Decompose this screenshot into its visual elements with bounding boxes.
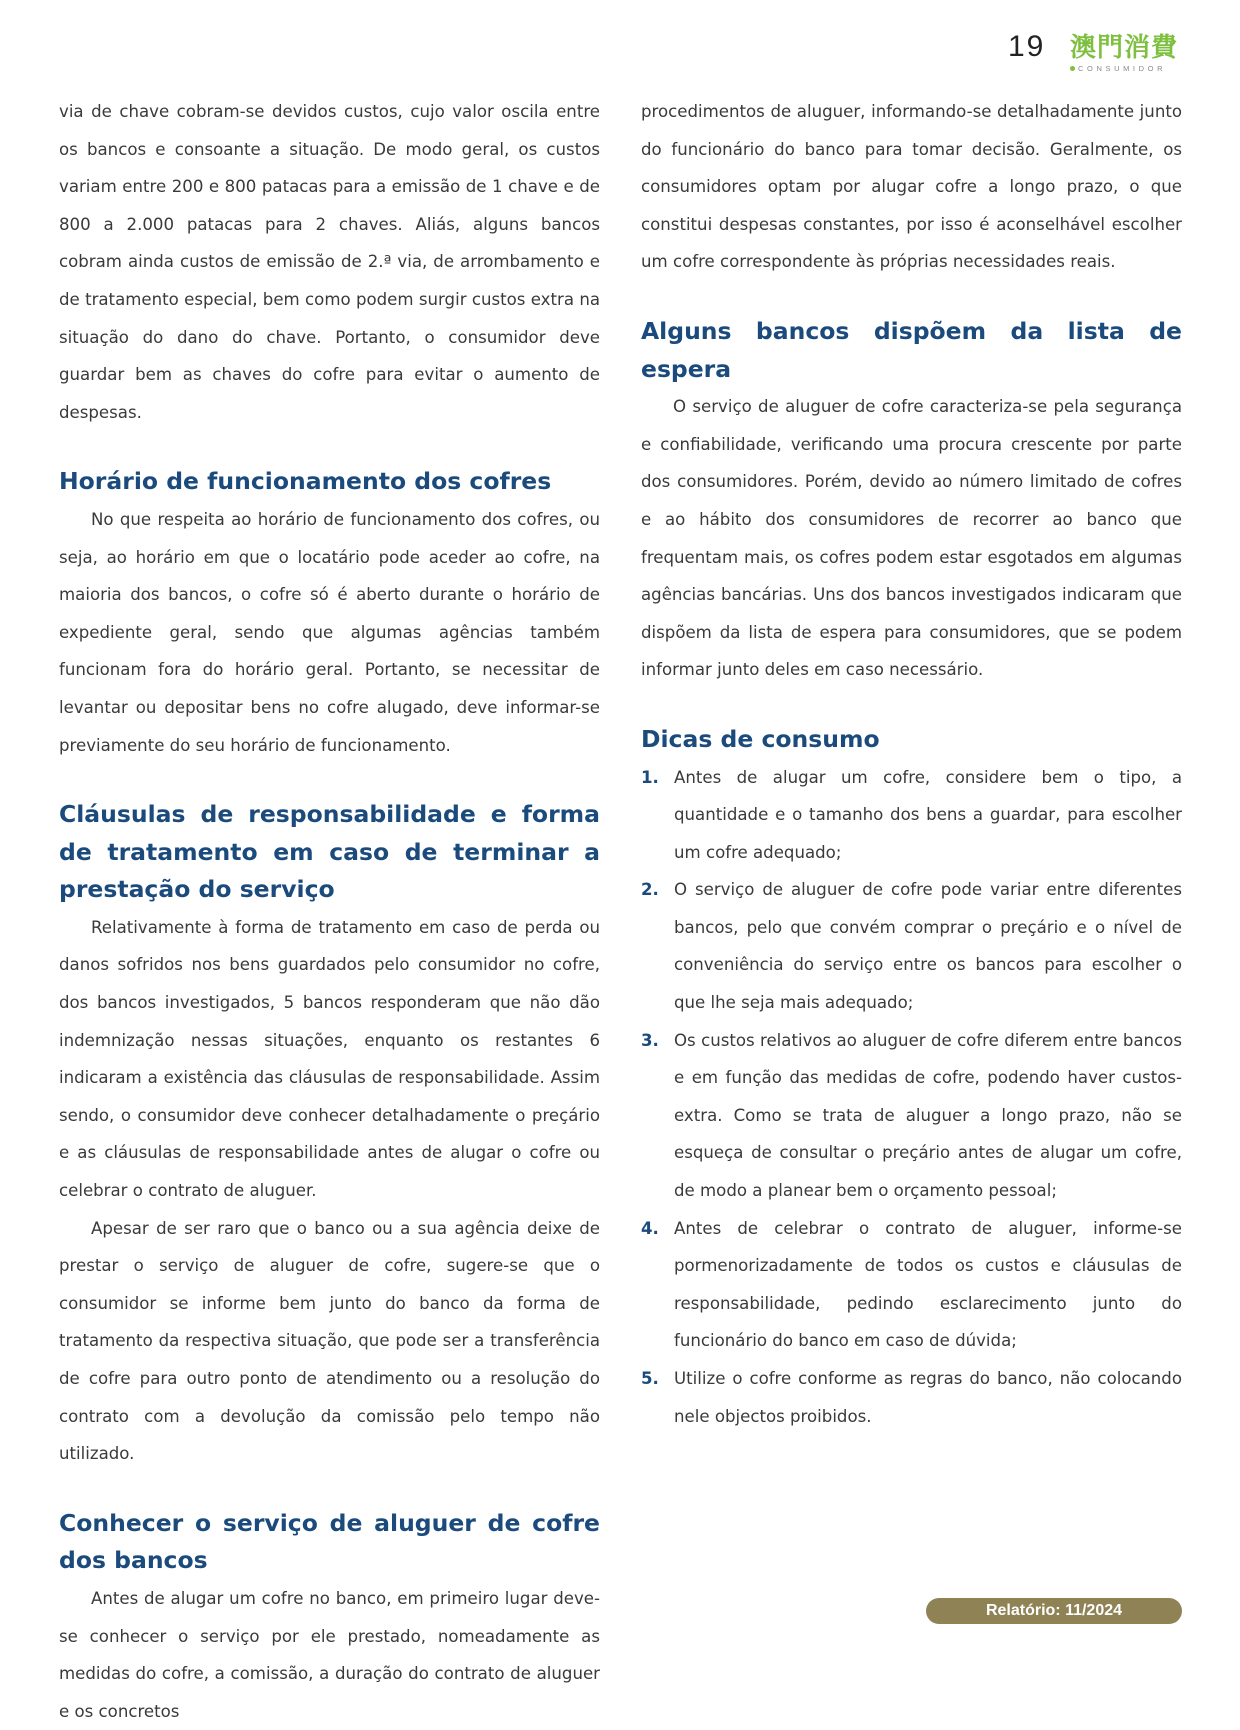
section-gap — [59, 764, 600, 796]
tip-text: Antes de alugar um cofre, considere bem o tipo, a quantidade e o tamanho dos bens a guardar, para escolher um cofre adequado; — [674, 767, 1182, 862]
tip-number: 2. — [641, 880, 659, 900]
tip-item — [641, 1210, 1182, 1360]
heading-clausulas: Cláusulas de responsabilidade e forma de tratamento em caso de terminar a prestação do serviço — [59, 800, 600, 904]
paragraph-lista-espera: O serviço de aluguer de cofre caracteriza-se pela segurança e confiabilidade, verificando uma procura crescente por parte dos consumidores. Porém, devido ao número limitado de cofres e ao hábito dos consumidores de recorrer ao banco que frequentam mais, os cofres podem estar esgotados em algumas agências bancárias. Uns dos bancos investigados indicaram que dispõem da lista de espera para consumidores, que se podem informar junto deles em caso necessário. — [641, 397, 1182, 680]
report-badge: Relatório: 11/2024 — [926, 1598, 1182, 1624]
tip-number: 4. — [641, 1218, 659, 1238]
tip-text: O serviço de aluguer de cofre pode variar entre diferentes bancos, pelo que convém comprar o preçário e o nível de conveniência do serviço entre os bancos para escolher o que lhe seja mais adequado; — [674, 880, 1182, 1013]
heading-lista-espera: Alguns bancos dispõem da lista de espera — [641, 316, 1182, 383]
section-gap — [641, 281, 1182, 313]
paragraph-clausulas-1: Relativamente à forma de tratamento em caso de perda ou danos sofridos nos bens guardados pelo consumidor no cofre, dos bancos investigados, 5 bancos responderam que não dão indemnização nessas situações, enquanto os restantes 6 indicaram a existência das cláusulas de responsabilidade. Assim sendo, o consumidor deve conhecer detalhadamente o preçário e as cláusulas de responsabilidade antes de alugar o cofre ou celebrar o contrato de aluguer. — [59, 917, 600, 1201]
paragraph-clausulas-2: Apesar de ser raro que o banco ou a sua agência deixe de prestar o serviço de aluguer de cofre, sugere-se que o consumidor se informe bem junto do banco da forma de tratamento da respectiva situação, que pode ser a transferência de cofre para outro ponto de atendimento ou a resolução do contrato com a devolução da comissão pelo tempo não utilizado. — [59, 1218, 600, 1464]
paragraph-chave-custos: via de chave cobram-se devidos custos, cujo valor oscila entre os bancos e consoante a situação. De modo geral, os custos variam entre 200 e 800 patacas para a emissão de 1 chave e de 800 a 2.000 patacas para 2 chaves. Aliás, alguns bancos cobram ainda custos de emissão de 2.ª via, de arrombamento e de tratamento especial, bem como podem surgir custos extra na situação do dano do chave. Portanto, o consumidor deve guardar bem as chaves do cofre para evitar o aumento de despesas. — [59, 102, 600, 422]
tip-text: Os custos relativos ao aluguer de cofre diferem entre bancos e em função das medidas de cofre, podendo haver custos-extra. Como se trata de aluguer a longo prazo, não se esqueça de consultar o preçário antes de alugar um cofre, de modo a planear bem o orçamento pessoal; — [674, 1030, 1182, 1201]
section-gap — [641, 689, 1182, 721]
logo-cjk-text: 澳門消費 — [1070, 33, 1179, 63]
logo-subtitle — [1070, 64, 1182, 73]
section-gap — [59, 1473, 600, 1505]
heading-conhecer: Conhecer o serviço de aluguer de cofre dos bancos — [59, 1508, 600, 1575]
paragraph-horario: No que respeita ao horário de funcionamento dos cofres, ou seja, ao horário em que o locatário pode aceder ao cofre, na maioria dos bancos, o cofre só é aberto durante o horário de expediente geral, sendo que algumas agências também funcionam fora do horário geral. Portanto, se necessitar de levantar ou depositar bens no cofre alugado, deve informar-se previamente do seu horário de funcionamento. — [59, 509, 600, 755]
logo-subtitle-text: CONSUMIDOR — [1078, 64, 1167, 73]
tip-number: 5. — [641, 1369, 659, 1388]
tip-item — [641, 1022, 1182, 1210]
consumidor-logo — [1070, 34, 1182, 76]
tip-item — [641, 871, 1182, 1021]
tip-item — [641, 759, 1182, 872]
tip-text: Antes de celebrar o contrato de aluguer, informe-se pormenorizadamente de todos os custos e cláusulas de responsabilidade, pedindo esclarecimento junto do funcionário do banco em caso de dúvida; — [674, 1218, 1182, 1351]
right-column — [641, 93, 1182, 1435]
left-column — [59, 93, 600, 1730]
tip-number: 3. — [641, 1030, 659, 1050]
tip-number: 1. — [641, 767, 659, 787]
tip-text: Utilize o cofre conforme as regras do banco, não colocando nele objectos proibidos. — [674, 1369, 1182, 1426]
tips-list — [641, 759, 1182, 1436]
paragraph-conhecer: Antes de alugar um cofre no banco, em primeiro lugar deve-se conhecer o serviço por ele prestado, nomeadamente as medidas do cofre, a comissão, a duração do contrato de aluguer e os concretos — [59, 1588, 600, 1721]
page-number: 19 — [1008, 30, 1046, 63]
tip-item — [641, 1360, 1182, 1435]
section-gap — [59, 431, 600, 463]
logo-dot-icon — [1070, 66, 1075, 71]
heading-dicas-consumo: Dicas de consumo — [641, 724, 880, 753]
heading-horario: Horário de funcionamento dos cofres — [59, 467, 552, 496]
paragraph-procedimentos: procedimentos de aluguer, informando-se detalhadamente junto do funcionário do banco para tomar decisão. Geralmente, os consumidores optam por alugar cofre a longo prazo, o que constitui despesas constantes, por isso é aconselhável escolher um cofre correspondente às próprias necessidades reais. — [641, 102, 1182, 272]
